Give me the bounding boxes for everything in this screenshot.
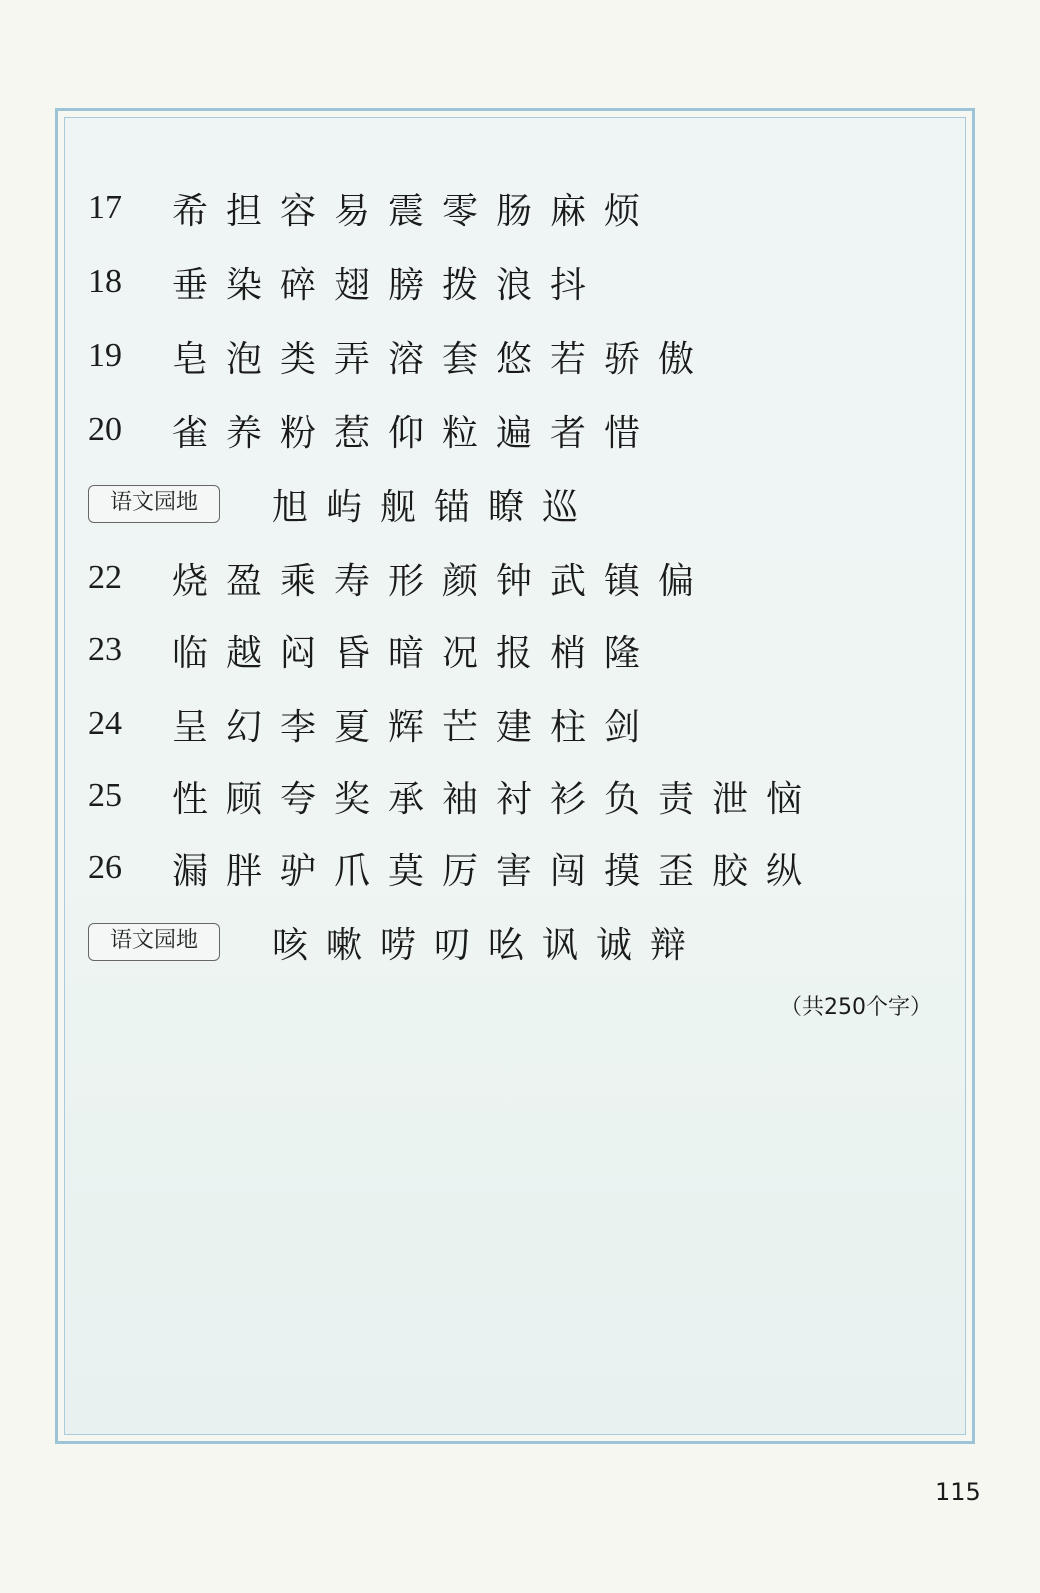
lesson-number: 18 [88, 263, 122, 300]
page-number: 115 [935, 1478, 981, 1506]
character-list: 垂染碎翅膀拨浪抖 [172, 264, 605, 306]
list-item [88, 838, 820, 898]
list-item [88, 178, 658, 238]
chinese-garden-tag: 语文园地 [88, 485, 220, 523]
list-item [88, 694, 658, 754]
character-list: 旭屿舰锚瞭巡 [272, 486, 597, 528]
character-total: （共250个字） [780, 995, 932, 1020]
lesson-number: 24 [88, 705, 122, 742]
character-list: 临越闷昏暗况报梢隆 [172, 632, 659, 674]
lesson-number: 25 [88, 777, 122, 814]
character-list: 咳嗽唠叨吆讽诚辩 [272, 924, 705, 966]
list-item [88, 326, 712, 386]
lesson-number: 23 [88, 631, 122, 668]
character-list: 漏胖驴爪莫厉害闯摸歪胶纵 [172, 850, 821, 892]
list-item [88, 766, 820, 826]
character-list: 呈幻李夏辉芒建柱剑 [172, 706, 659, 748]
lesson-number: 19 [88, 337, 122, 374]
lesson-number: 20 [88, 411, 122, 448]
list-item [88, 620, 658, 680]
lesson-number: 17 [88, 189, 122, 226]
list-item [88, 400, 658, 460]
character-list: 性顾夸奖承袖衬衫负责泄恼 [172, 778, 821, 820]
list-item [88, 548, 712, 608]
lesson-number: 22 [88, 559, 122, 596]
character-list: 雀养粉惹仰粒遍者惜 [172, 412, 659, 454]
lesson-number: 26 [88, 849, 122, 886]
list-item [88, 912, 704, 972]
character-list: 皂泡类弄溶套悠若骄傲 [172, 338, 713, 380]
character-list: 烧盈乘寿形颜钟武镇偏 [172, 560, 713, 602]
list-item [88, 474, 596, 534]
list-item [88, 252, 604, 312]
chinese-garden-tag: 语文园地 [88, 923, 220, 961]
character-list: 希担容易震零肠麻烦 [172, 190, 659, 232]
